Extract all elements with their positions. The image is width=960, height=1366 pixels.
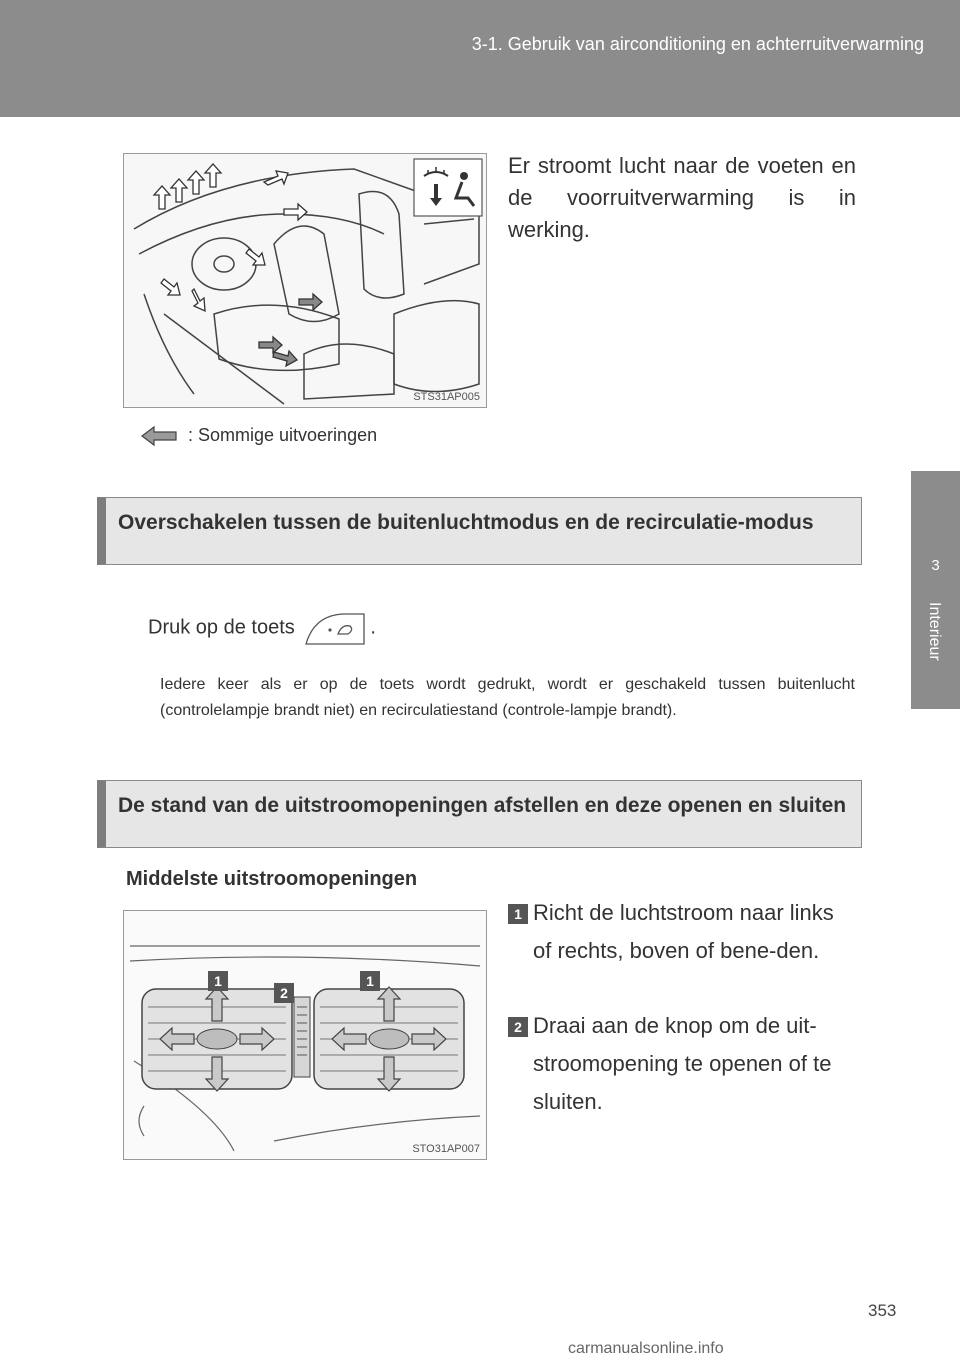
section-title: De stand van de uitstroomopeningen afstellen en deze openen en sluiten (118, 794, 847, 817)
subheading-center-vents: Middelste uitstroomopeningen (126, 868, 418, 890)
chapter-title: 3-1. Gebruik van airconditioning en achterruitverwarming (471, 34, 924, 54)
chapter-side-tab (911, 471, 960, 709)
car-interior-airflow-illustration (124, 154, 486, 407)
outline-arrow-icon (140, 425, 178, 447)
page-header (0, 0, 960, 117)
press-text: Druk op de toets (148, 616, 295, 639)
recirculation-button-icon (302, 610, 368, 646)
step-badge: 2 (508, 1017, 528, 1037)
vent-label-2: 2 (280, 985, 288, 1001)
step-1 (508, 894, 858, 970)
press-instruction (148, 610, 376, 646)
step-2 (508, 1007, 858, 1121)
press-suffix: . (370, 616, 376, 639)
recirculation-note: Iedere keer als er op de toets wordt gedrukt, wordt er geschakeld tussen buitenlucht (controlelampje brandt niet) en recirculatiestand (controle-lampje brandt). (160, 676, 855, 719)
center-vents-figure (123, 910, 487, 1160)
legend-text: : Sommige uitvoeringen (188, 425, 378, 445)
intro-paragraph: Er stroomt lucht naar de voeten en de voorruitverwarming is in werking. (508, 153, 856, 242)
vent-label-1-right: 1 (366, 973, 374, 989)
legend (140, 425, 377, 447)
page-number: 353 (868, 1301, 897, 1320)
step-text: Draai aan de knop om de uit-stroomopening te openen of te sluiten. (533, 1013, 832, 1114)
section-heading-vents (97, 780, 862, 848)
chapter-label: Interieur (926, 602, 943, 661)
step-text: Richt de luchtstroom naar links of rechts, boven of bene-den. (533, 900, 834, 963)
section-title: Overschakelen tussen de buitenluchtmodus en de recirculatie-modus (118, 511, 814, 534)
vent-label-1-left: 1 (214, 973, 222, 989)
defroster-foot-mode-icon (414, 159, 482, 216)
car-interior-figure (123, 153, 487, 408)
figure-code: STS31AP005 (413, 391, 480, 403)
section-heading-recirculation (97, 497, 862, 565)
center-vents-illustration (124, 911, 486, 1159)
figure-code: STO31AP007 (412, 1143, 480, 1155)
watermark: carmanualsonline.info (568, 1340, 724, 1357)
chapter-number: 3 (931, 557, 940, 574)
step-badge: 1 (508, 904, 528, 924)
